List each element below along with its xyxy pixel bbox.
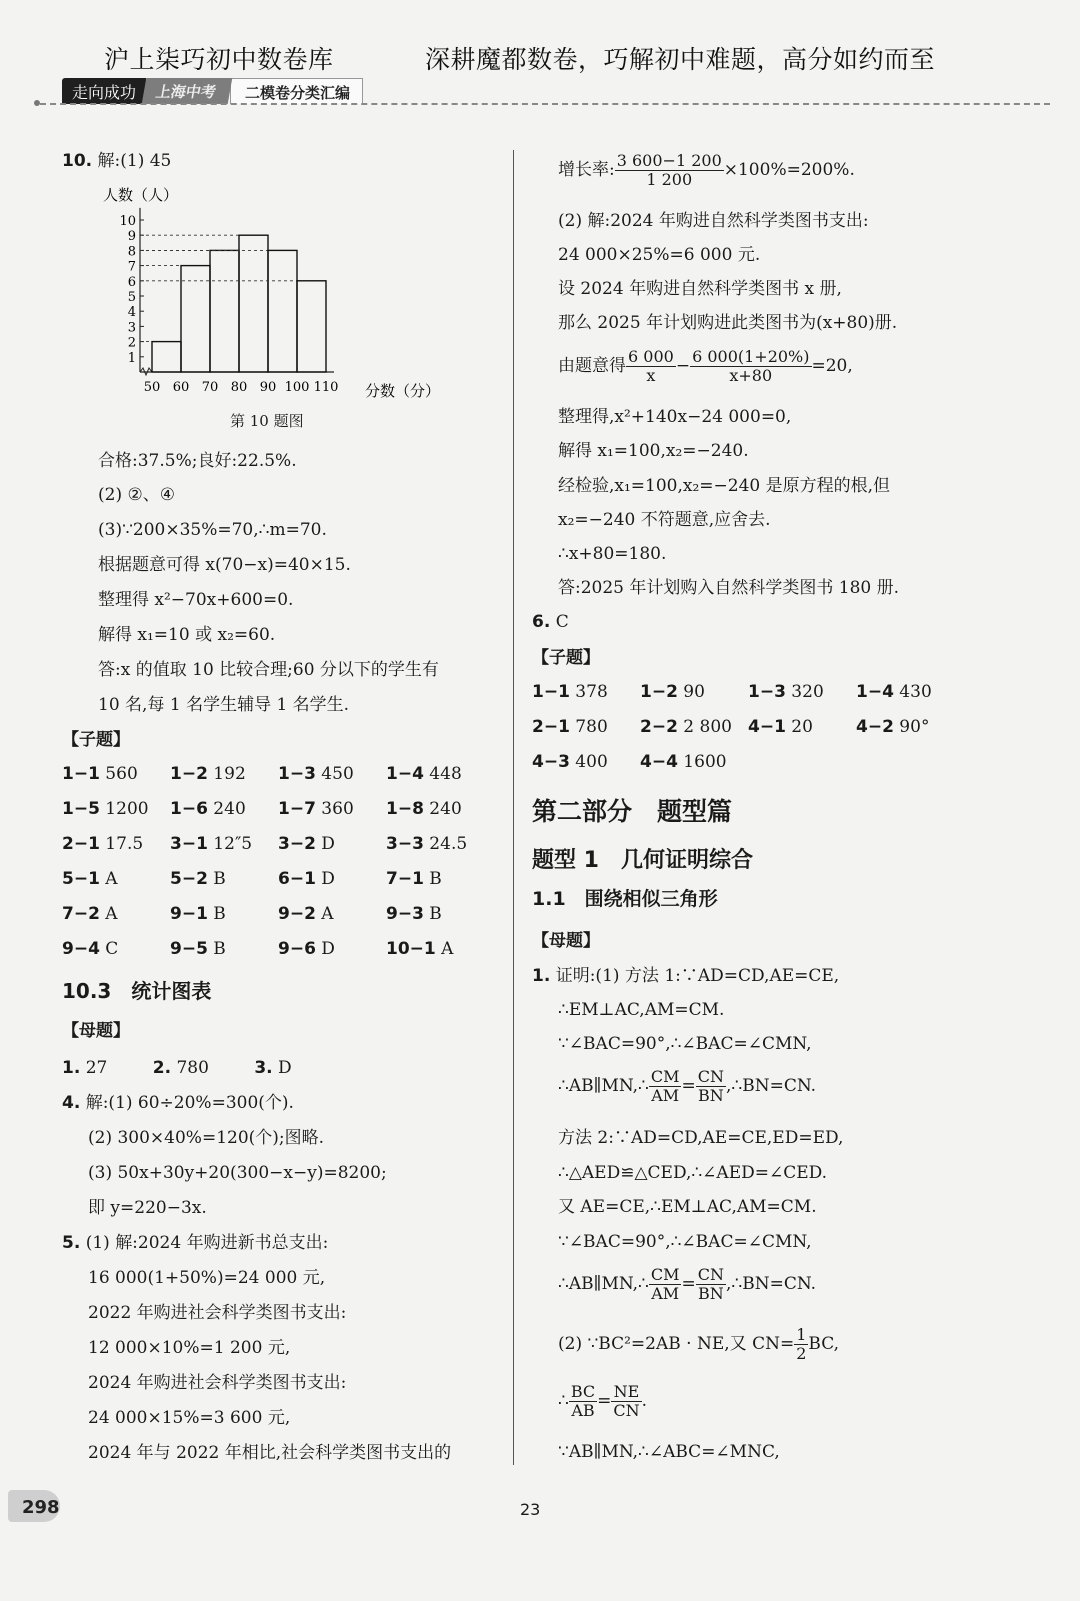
sub-answer-value: 17.5 <box>99 834 144 854</box>
sub-answer-key: 7−1 <box>386 869 424 889</box>
section-1-1: 1.1 围绕相似三角形 <box>532 888 718 910</box>
sub-answer-key: 1−6 <box>170 799 208 819</box>
chart-x-tick-label: 50 <box>143 380 161 395</box>
r2: (2) 解:2024 年购进自然科学类图书支出: <box>558 211 869 231</box>
p1-d-pre: ∴AB∥MN,∴ <box>558 1076 649 1096</box>
sub-answer-item <box>640 682 705 702</box>
chart-y-tick-label: 9 <box>127 229 136 245</box>
chart-y-tick-label: 8 <box>127 244 136 260</box>
p1-e: 方法 2:∵AD=CD,AE=CE,ED=ED, <box>558 1128 844 1148</box>
chart-y-label: 人数（人） <box>103 186 179 204</box>
sub-answer-key: 9−1 <box>170 904 208 924</box>
p1-b: ∴EM⊥AC,AM=CM. <box>558 1000 725 1020</box>
page-number-center: 23 <box>520 1500 541 1519</box>
sub-answer-key: 3−3 <box>386 834 424 854</box>
sub-answer-value: 780 <box>569 717 608 737</box>
sub-answer-value: 2 800 <box>677 717 732 737</box>
frac-bn-2: BN <box>697 1284 724 1303</box>
sub-answer-item <box>386 904 442 924</box>
sub-answer-item <box>856 682 932 702</box>
sub-answer-key: 1−2 <box>170 764 208 784</box>
sub-answer-value: 450 <box>315 764 354 784</box>
p1-i-post: ,∴BN=CN. <box>725 1274 817 1294</box>
p1-d-eq: = <box>681 1076 696 1096</box>
eq-label: 由题意得 <box>558 356 626 376</box>
eq-tail: =20, <box>811 356 853 376</box>
sub-answer-value: B <box>423 904 442 924</box>
header-tab-bar <box>62 78 363 104</box>
m3-answer: D <box>278 1058 292 1078</box>
sub-answer-item <box>532 682 608 702</box>
m2-number: 2. <box>152 1058 172 1078</box>
m1-number: 1. <box>62 1058 81 1078</box>
m3-number: 3. <box>254 1058 273 1078</box>
sub-answer-item <box>170 834 252 854</box>
p1-g: 又 AE=CE,∴EM⊥AC,AM=CM. <box>558 1197 817 1217</box>
frac-half <box>794 1326 808 1363</box>
chart-x-tick-label: 100 <box>284 380 310 395</box>
sub-answer-item <box>278 869 335 889</box>
sub-answer-key: 9−3 <box>386 904 424 924</box>
growth-label: 增长率: <box>558 160 615 180</box>
growth-numerator: 3 600−1 200 <box>616 151 722 170</box>
tab-shanghai: 上海中考 <box>142 78 233 104</box>
sub-answer-item <box>278 939 335 959</box>
q5-g: 2024 年与 2022 年相比,社会科学类图书支出的 <box>88 1443 452 1463</box>
chart-x-tick-label: 80 <box>230 380 248 395</box>
sub-answer-key: 1−4 <box>386 764 424 784</box>
q4-d: 即 y=220−3x. <box>88 1198 207 1218</box>
r11: 答:2025 年计划购入自然科学类图书 180 册. <box>558 578 900 598</box>
sub-answer-value: B <box>207 869 226 889</box>
p2-b-eq: = <box>597 1391 612 1411</box>
sub-answer-item <box>386 869 442 889</box>
chart-y-tick-label: 2 <box>127 335 136 351</box>
sub-answer-value: 12″5 <box>207 834 253 854</box>
sub-answer-item <box>170 904 226 924</box>
sub-answer-key: 2−1 <box>62 834 100 854</box>
sub-answer-item <box>170 869 226 889</box>
sub-answer-value: 560 <box>99 764 138 784</box>
type1-title: 题型 1 几何证明综合 <box>532 848 753 873</box>
p2-b-line <box>558 1383 647 1420</box>
sub-answer-value: 90° <box>893 717 930 737</box>
q10-number: 10. <box>62 151 93 171</box>
half-den: 2 <box>796 1344 807 1363</box>
p1-line-a <box>532 965 839 987</box>
frac-ne-cn <box>611 1383 641 1420</box>
r3: 24 000×25%=6 000 元. <box>558 245 761 265</box>
frac-cn-bn <box>696 1068 726 1105</box>
header-rule <box>40 103 1050 105</box>
part3-line-a: (3)∵200×35%=70,∴m=70. <box>98 520 327 540</box>
sub-answer-item <box>856 717 929 737</box>
header-left-title: 沪上柒巧初中数卷库 <box>104 45 334 74</box>
p2-b-post: . <box>641 1391 648 1411</box>
q5-number: 5. <box>62 1233 81 1253</box>
header-right-title: 深耕魔都数卷，巧解初中难题，高分如约而至 <box>425 45 936 74</box>
eq-f2-num: 6 000(1+20%) <box>692 347 810 366</box>
chart-y-tick-label: 3 <box>127 320 136 336</box>
chart-y-tick-label: 6 <box>127 274 136 290</box>
sub-answer-value: D <box>315 939 335 959</box>
sub-answer-item <box>386 939 453 959</box>
sub-answer-item <box>62 834 143 854</box>
sub-answer-value: 320 <box>785 682 824 702</box>
sub-answer-value: A <box>99 904 118 924</box>
chart-y-tick-label: 1 <box>127 350 136 366</box>
sub-answer-key: 1−4 <box>856 682 894 702</box>
q6-answer: C <box>555 612 569 632</box>
frac-cn-4: CN <box>613 1401 640 1420</box>
frac-cm: CM <box>650 1067 680 1086</box>
q10-part1: 解:(1) 45 <box>97 151 172 171</box>
sub-answer-item <box>532 752 608 772</box>
frac-ab: AB <box>571 1401 595 1420</box>
sub-answer-value: 1200 <box>99 799 149 819</box>
sub-answer-value: B <box>207 939 226 959</box>
p1-number: 1. <box>532 966 551 986</box>
sub-answer-key: 7−2 <box>62 904 100 924</box>
chart-y-tick-label: 5 <box>127 290 136 305</box>
sub-answer-item <box>62 869 118 889</box>
p1-f: ∴△AED≌△CED,∴∠AED=∠CED. <box>558 1163 828 1183</box>
p1-c: ∵∠BAC=90°,∴∠BAC=∠CMN, <box>558 1034 812 1054</box>
sub-answer-key: 4−1 <box>748 717 786 737</box>
part3-line-e: 答:x 的值取 10 比较合理;60 分以下的学生有 <box>98 660 439 680</box>
sub-answer-item <box>62 939 118 959</box>
part3-line-f: 10 名,每 1 名学生辅导 1 名学生. <box>98 695 350 715</box>
sub-answer-item <box>640 717 732 737</box>
frac-cn: CN <box>697 1067 724 1086</box>
q5-f: 24 000×15%=3 600 元, <box>88 1408 291 1428</box>
sub-answer-value: A <box>435 939 454 959</box>
sub-answer-item <box>170 799 246 819</box>
frac-bn: BN <box>697 1086 724 1105</box>
frac-cm-2: CM <box>650 1265 680 1284</box>
section-10-3: 10.3 统计图表 <box>62 979 212 1003</box>
chart-bar <box>297 281 326 372</box>
equation-line <box>558 348 853 385</box>
chart-bar <box>239 235 268 372</box>
growth-denominator: 1 200 <box>646 170 693 189</box>
sub-answer-key: 9−5 <box>170 939 208 959</box>
sub-answer-value: 448 <box>423 764 462 784</box>
r6: 整理得,x²+140x−24 000=0, <box>558 407 792 427</box>
sub-answer-key: 1−5 <box>62 799 100 819</box>
sub-answer-value: 400 <box>569 752 608 772</box>
sub-answer-item <box>62 764 138 784</box>
sub-answer-key: 1−8 <box>386 799 424 819</box>
eq-fraction-2 <box>690 348 811 385</box>
r9: x₂=−240 不符题意,应舍去. <box>558 510 771 530</box>
sub-answer-key: 1−1 <box>62 764 100 784</box>
sub-answer-value: 192 <box>207 764 246 784</box>
chart-x-tick-label: 110 <box>313 380 339 395</box>
sub-answer-item <box>386 764 462 784</box>
sub-answer-key: 2−1 <box>532 717 570 737</box>
p1-i-line <box>558 1266 816 1303</box>
sub-answer-item <box>278 764 354 784</box>
chart-bar <box>268 250 297 372</box>
part3-line-b: 根据题意可得 x(70−x)=40×15. <box>98 555 351 575</box>
sub-answer-key: 10−1 <box>386 939 436 959</box>
tab-ermo: 二模卷分类汇编 <box>230 78 363 104</box>
r10: ∴x+80=180. <box>558 544 667 564</box>
growth-tail: ×100%=200%. <box>723 160 855 180</box>
p2-a-post: BC, <box>808 1334 840 1354</box>
sub-answer-key: 1−2 <box>640 682 678 702</box>
part2-title: 第二部分 题型篇 <box>532 797 733 826</box>
sub-answer-item <box>640 752 727 772</box>
sub-answer-key: 6−1 <box>278 869 316 889</box>
sub-answer-key: 1−3 <box>748 682 786 702</box>
frac-am-2: AM <box>651 1284 680 1303</box>
sub-answer-value: 240 <box>423 799 462 819</box>
sub-answer-item <box>748 682 824 702</box>
p1-h: ∵∠BAC=90°,∴∠BAC=∠CMN, <box>558 1232 812 1252</box>
sub-answer-key: 4−2 <box>856 717 894 737</box>
chart-y-tick-label: 4 <box>127 305 136 321</box>
sub-answer-item <box>62 904 118 924</box>
sub-answer-item <box>170 939 226 959</box>
sub-answer-value: 1600 <box>677 752 727 772</box>
q5-a: (1) 解:2024 年购进新书总支出: <box>85 1233 329 1253</box>
frac-ne: NE <box>611 1383 641 1402</box>
p1-d-line <box>558 1068 816 1105</box>
sub-answer-item <box>386 799 462 819</box>
q4-a: 解:(1) 60÷20%=300(个). <box>85 1093 294 1113</box>
sub-answer-item <box>386 834 467 854</box>
sub-answer-key: 5−2 <box>170 869 208 889</box>
p2-a-line <box>558 1326 839 1363</box>
right-mother-tag: 【母题】 <box>532 931 600 951</box>
histogram-chart <box>95 180 465 408</box>
half-num: 1 <box>796 1325 807 1344</box>
p2-c: ∵AB∥MN,∴∠ABC=∠MNC, <box>558 1442 780 1462</box>
r8: 经检验,x₁=100,x₂=−240 是原方程的根,但 <box>558 476 891 496</box>
eq-f1-den: x <box>646 366 656 385</box>
r5: 那么 2025 年计划购进此类图书为(x+80)册. <box>558 313 898 333</box>
sub-answer-item <box>62 799 149 819</box>
frac-cn-3: CN <box>697 1265 724 1284</box>
sub-answer-item <box>170 764 246 784</box>
sub-answer-key: 5−1 <box>62 869 100 889</box>
m2-answer: 780 <box>176 1058 209 1078</box>
q4-number: 4. <box>62 1093 81 1113</box>
q5-e: 2024 年购进社会科学类图书支出: <box>88 1373 347 1393</box>
sub-answer-key: 9−4 <box>62 939 100 959</box>
sub-answer-key: 2−2 <box>640 717 678 737</box>
sub-answer-item <box>748 717 813 737</box>
part2-line: (2) ②、④ <box>98 485 175 505</box>
frac-cm-am-2 <box>649 1266 682 1303</box>
sub-answer-key: 1−1 <box>532 682 570 702</box>
chart-y-tick-label: 10 <box>119 214 136 229</box>
frac-bc-ab <box>569 1383 597 1420</box>
sub-answer-value: A <box>99 869 118 889</box>
sub-answer-value: 360 <box>315 799 354 819</box>
p2-a-pre: (2) ∵BC²=2AB · NE,又 CN= <box>558 1334 795 1354</box>
part3-line-c: 整理得 x²−70x+600=0. <box>98 590 294 610</box>
growth-rate-line <box>558 152 855 189</box>
r4: 设 2024 年购进自然科学类图书 x 册, <box>558 279 842 299</box>
chart-bar <box>181 266 210 372</box>
m1-answer: 27 <box>85 1058 108 1078</box>
frac-bc: BC <box>570 1382 596 1401</box>
sub-answer-value: D <box>315 834 335 854</box>
sub-answer-key: 3−2 <box>278 834 316 854</box>
q4-c: (3) 50x+30y+20(300−x−y)=8200; <box>88 1163 387 1183</box>
sub-answer-value: B <box>423 869 442 889</box>
q5-line-a <box>62 1232 328 1254</box>
q10-line <box>62 150 171 172</box>
chart-y-tick-label: 7 <box>127 259 136 275</box>
chart-x-tick-label: 70 <box>201 380 219 395</box>
sub-answer-value: 90 <box>677 682 705 702</box>
sub-answer-value: 20 <box>785 717 813 737</box>
sub-answer-key: 9−2 <box>278 904 316 924</box>
sub-answer-key: 9−6 <box>278 939 316 959</box>
sub-answer-key: 3−1 <box>170 834 208 854</box>
p1-i-eq: = <box>681 1274 696 1294</box>
chart-caption: 第 10 题图 <box>230 412 304 430</box>
frac-cm-am <box>649 1068 682 1105</box>
left-sub-tag: 【子题】 <box>62 730 130 750</box>
sub-answer-value: 430 <box>893 682 932 702</box>
p2-b-pre: ∴ <box>558 1391 569 1411</box>
sub-answer-value: B <box>207 904 226 924</box>
frac-am: AM <box>651 1086 680 1105</box>
p1-i-pre: ∴AB∥MN,∴ <box>558 1274 649 1294</box>
right-sub-tag: 【子题】 <box>532 648 600 668</box>
q4-line-a <box>62 1092 294 1114</box>
column-divider <box>513 150 514 1465</box>
sub-answer-value: D <box>315 869 335 889</box>
sub-answer-item <box>278 834 335 854</box>
chart-x-tick-label: 90 <box>259 380 277 395</box>
q5-c: 2022 年购进社会科学类图书支出: <box>88 1303 347 1323</box>
sub-answer-item <box>278 904 334 924</box>
q5-d: 12 000×10%=1 200 元, <box>88 1338 291 1358</box>
sub-answer-item <box>532 717 608 737</box>
part3-line-d: 解得 x₁=10 或 x₂=60. <box>98 625 276 645</box>
r7: 解得 x₁=100,x₂=−240. <box>558 441 749 461</box>
frac-cn-bn-2 <box>696 1266 726 1303</box>
q6-number: 6. <box>532 612 551 632</box>
mother-answers-123 <box>62 1057 292 1079</box>
growth-fraction <box>615 152 724 189</box>
sub-answer-key: 4−3 <box>532 752 570 772</box>
page-number-left: 298 <box>22 1497 60 1518</box>
eq-fraction-1 <box>626 348 676 385</box>
tab-zouxiang: 走向成功 <box>62 78 146 104</box>
eq-f1-num: 6 000 <box>628 347 674 366</box>
sub-answer-key: 1−7 <box>278 799 316 819</box>
chart-x-label: 分数（分） <box>365 382 441 400</box>
q6-line <box>532 611 569 633</box>
sub-answer-item <box>278 799 354 819</box>
sub-answer-value: A <box>315 904 334 924</box>
chart-bar <box>152 342 181 372</box>
q4-b: (2) 300×40%=120(个);图略. <box>88 1128 325 1148</box>
eq-f2-den: x+80 <box>729 366 773 385</box>
q5-b: 16 000(1+50%)=24 000 元, <box>88 1268 326 1288</box>
p1-a: 证明:(1) 方法 1:∵AD=CD,AE=CE, <box>555 966 840 986</box>
pass-rates: 合格:37.5%;良好:22.5%. <box>98 451 297 471</box>
left-mother-tag: 【母题】 <box>62 1021 130 1041</box>
chart-x-tick-label: 60 <box>172 380 190 395</box>
eq-minus: − <box>675 356 691 376</box>
sub-answer-value: C <box>99 939 119 959</box>
sub-answer-key: 4−4 <box>640 752 678 772</box>
sub-answer-key: 1−3 <box>278 764 316 784</box>
sub-answer-value: 240 <box>207 799 246 819</box>
sub-answer-value: 378 <box>569 682 608 702</box>
p1-d-post: ,∴BN=CN. <box>725 1076 817 1096</box>
chart-bar <box>210 250 239 372</box>
sub-answer-value: 24.5 <box>423 834 468 854</box>
